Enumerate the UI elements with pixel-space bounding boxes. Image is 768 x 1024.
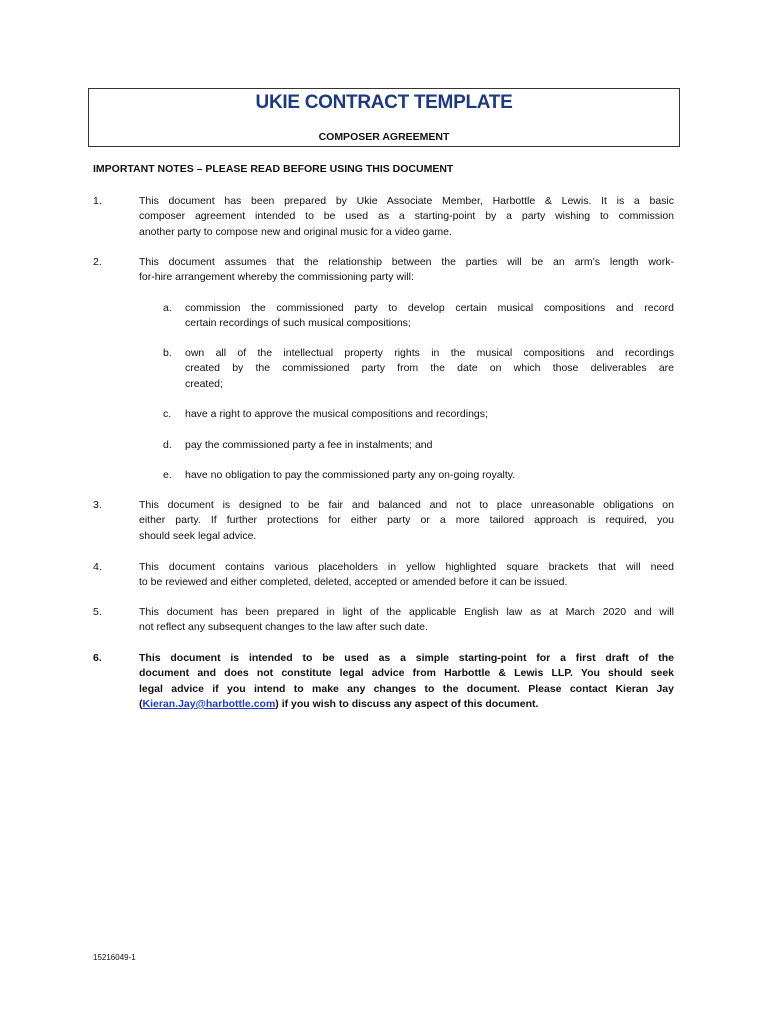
item-text-line: not reflect any subsequent changes to the law after such date. xyxy=(139,621,428,634)
item-text-line: created; xyxy=(185,377,223,390)
paren-open: ( xyxy=(139,697,143,710)
title-box xyxy=(88,88,680,147)
item-text-line: This document has been prepared by Ukie Associate Member, Harbottle & Lewis. It is a basic xyxy=(139,195,674,207)
item-number: b. xyxy=(163,347,172,359)
item-text-line: This document has been prepared in light of the applicable English law as at March 2020 and will xyxy=(139,606,674,618)
item-text-line: document and does not constitute legal advice from Harbottle & Lewis LLP. You should seek xyxy=(139,667,674,680)
item-text-line: either party. If further protections for either party or a more tailored approach is required, you xyxy=(139,514,674,527)
item-text-line: created by the commissioned party from the date on which those deliverables are xyxy=(185,362,674,375)
item-text-line: This document is intended to be used as a simple starting-point for a first draft of the xyxy=(139,652,674,664)
document-reference: 15216049-1 xyxy=(93,953,136,962)
item-text-line: This document is designed to be fair and balanced and not to place unreasonable obligations on xyxy=(139,499,674,511)
item-text-line: should seek legal advice. xyxy=(139,529,257,542)
item-text-line: own all of the intellectual property rights in the musical compositions and recordings xyxy=(185,347,674,359)
item-text-line: to be reviewed and either completed, deleted, accepted or amended before it can be issued. xyxy=(139,576,568,589)
item-text-line: have a right to approve the musical compositions and recordings; xyxy=(185,408,488,420)
item-number: 4. xyxy=(93,561,102,573)
item-text-line: certain recordings of such musical compositions; xyxy=(185,317,411,330)
item-number: 1. xyxy=(93,195,102,207)
document-subtitle: COMPOSER AGREEMENT xyxy=(318,131,450,143)
item-text-line: pay the commissioned party a fee in instalments; and xyxy=(185,439,433,451)
item-number: e. xyxy=(163,469,172,481)
notes-heading: IMPORTANT NOTES – PLEASE READ BEFORE USING THIS DOCUMENT xyxy=(93,163,454,175)
item-number: 3. xyxy=(93,499,102,511)
item-number: 5. xyxy=(93,606,102,618)
item-number: c. xyxy=(163,408,172,420)
item-text-line xyxy=(139,697,538,712)
item-text-line: have no obligation to pay the commissioned party any on-going royalty. xyxy=(185,469,516,481)
email-link[interactable]: Kieran.Jay@harbottle.com xyxy=(142,697,276,710)
item-text-line: for-hire arrangement whereby the commissioning party will: xyxy=(139,271,414,284)
item-text-line: composer agreement intended to be used as a starting-point by a party wishing to commission xyxy=(139,210,674,223)
item-text-line: commission the commissioned party to develop certain musical compositions and record xyxy=(185,302,674,314)
item-text-line: legal advice if you intend to make any changes to the document. Please contact Kieran Jay xyxy=(139,682,674,695)
item-text-line: This document assumes that the relationship between the parties will be an arm’s length work- xyxy=(139,256,674,268)
item-number: 2. xyxy=(93,256,102,268)
item-number: 6. xyxy=(93,652,102,664)
item-number: a. xyxy=(163,302,172,314)
item-text-line: This document contains various placeholders in yellow highlighted square brackets that will need xyxy=(139,561,674,573)
item-number: d. xyxy=(163,439,172,451)
contact-text: ) if you wish to discuss any aspect of this document. xyxy=(275,697,539,710)
document-title: UKIE CONTRACT TEMPLATE xyxy=(255,92,513,113)
item-text-line: another party to compose new and original music for a video game. xyxy=(139,225,452,238)
